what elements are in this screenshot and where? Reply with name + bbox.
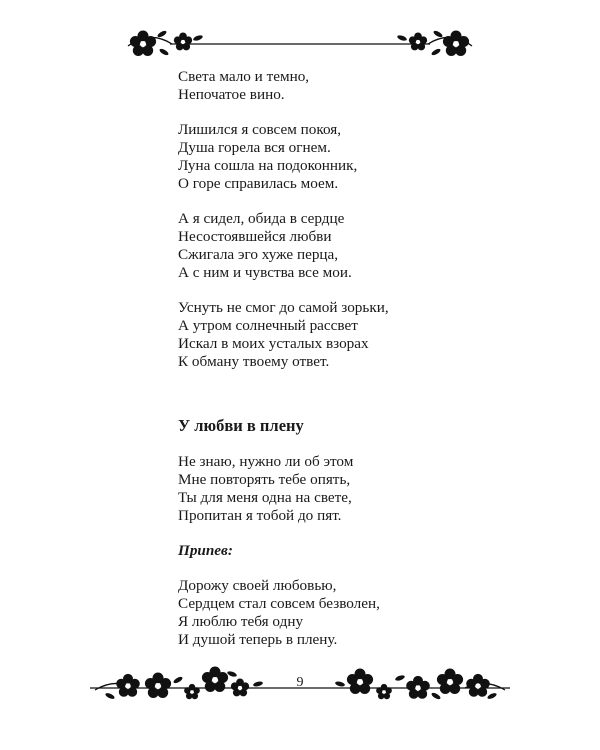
poem1-stanza-1 — [178, 68, 508, 104]
poem1-stanza-3 — [178, 210, 508, 282]
verse-line: Пропитан я тобой до пят. — [178, 507, 342, 524]
verse-line: К обману твоему ответ. — [178, 353, 330, 370]
verse-line: Луна сошла на подоконник, — [178, 157, 358, 174]
floral-vine-icon — [0, 20, 600, 70]
verse-line: Я люблю тебя одну — [178, 613, 304, 630]
poem1-stanza-4 — [178, 299, 508, 371]
verse-line: А утром солнечный рассвет — [178, 317, 358, 334]
verse-line: Мне повторять тебе опять, — [178, 471, 351, 488]
refrain-label: Припев: — [178, 542, 233, 559]
poem2-stanza-1 — [178, 453, 508, 525]
verse-line: О горе справилась моем. — [178, 175, 339, 192]
verse-line: Уснуть не смог до самой зорьки, — [178, 299, 389, 316]
verse-line: Непочатое вино. — [178, 86, 285, 103]
verse-line: Не знаю, нужно ли об этом — [178, 453, 354, 470]
verse-line: Искал в моих усталых взорах — [178, 335, 369, 352]
poem2-refrain — [178, 577, 508, 649]
page-number: 9 — [296, 675, 304, 690]
verse-line: Лишился я совсем покоя, — [178, 121, 342, 138]
verse-line: Несостоявшейся любви — [178, 228, 332, 245]
verse-line: Ты для меня одна на свете, — [178, 489, 352, 506]
verse-line: Света мало и темно, — [178, 68, 310, 85]
top-floral-ornament — [0, 20, 600, 70]
verse-line: А я сидел, обида в сердце — [178, 210, 345, 227]
verse-line: И душой теперь в плену. — [178, 631, 338, 648]
verse-line: Сердцем стал совсем безволен, — [178, 595, 380, 612]
page-text — [178, 68, 508, 666]
verse-line: Душа горела вся огнем. — [178, 139, 331, 156]
verse-line: Сжигала эго хуже перца, — [178, 246, 339, 263]
verse-line: Дорожу своей любовью, — [178, 577, 337, 594]
poem-title: У любви в плену — [178, 416, 304, 435]
verse-line: А с ним и чувства все мои. — [178, 264, 352, 281]
poem1-stanza-2 — [178, 121, 508, 193]
